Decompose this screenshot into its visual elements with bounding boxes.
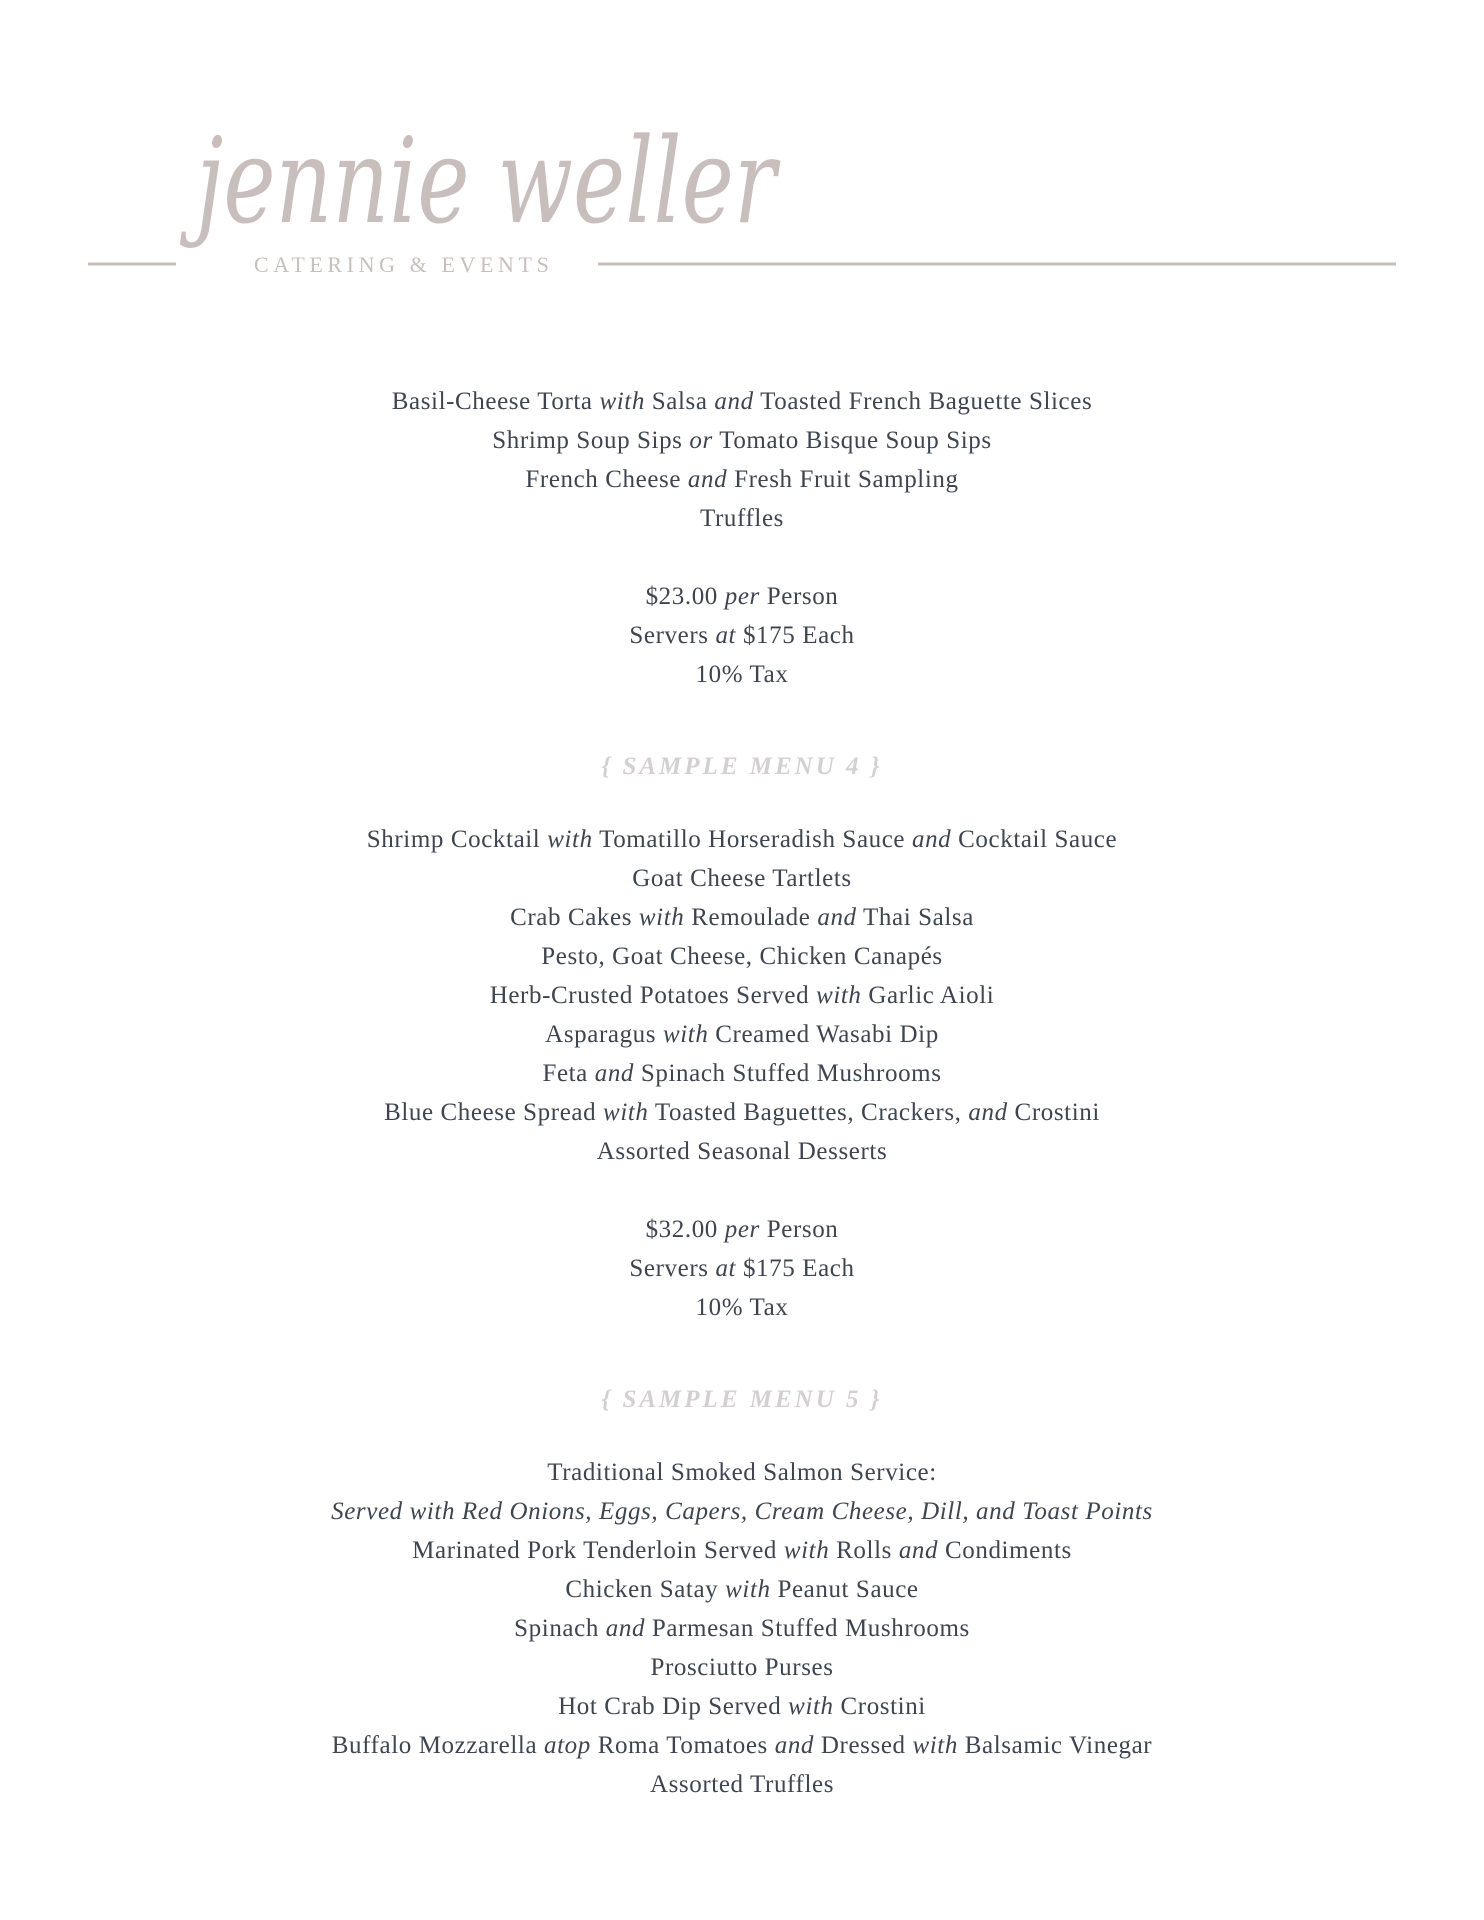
italic-connector: and bbox=[968, 1099, 1008, 1126]
menu4-items bbox=[0, 820, 1484, 1171]
header bbox=[0, 0, 1484, 330]
menu-text: Roma Tomatoes bbox=[590, 1732, 775, 1759]
menu-text: Toasted French Baguette Slices bbox=[753, 388, 1093, 415]
menu-text: Assorted Truffles bbox=[649, 1771, 835, 1798]
menu-line bbox=[0, 1249, 1484, 1288]
italic-connector: with bbox=[547, 826, 593, 853]
menu-line bbox=[0, 1687, 1484, 1726]
italic-connector: with bbox=[788, 1693, 834, 1720]
italic-connector: Served with Red Onions, Eggs, Capers, Cream Cheese, Dill, and Toast Points bbox=[331, 1498, 1153, 1525]
menu-text: Goat Cheese Tartlets bbox=[632, 865, 852, 892]
menu-text: 10% Tax bbox=[695, 661, 789, 688]
menu-line bbox=[0, 1765, 1484, 1804]
menu-text: Condiments bbox=[938, 1537, 1072, 1564]
menu5-title: { SAMPLE MENU 5 } bbox=[601, 1386, 883, 1413]
menu5-items bbox=[0, 1453, 1484, 1804]
italic-connector: with bbox=[662, 1021, 709, 1048]
italic-connector: and bbox=[594, 1060, 635, 1087]
menu-line bbox=[0, 1054, 1484, 1093]
menu-line bbox=[0, 382, 1484, 421]
italic-connector: and bbox=[911, 826, 952, 853]
menu-text: $32.00 bbox=[645, 1216, 725, 1243]
italic-connector: and bbox=[817, 904, 857, 931]
menu-text: Prosciutto Purses bbox=[650, 1654, 834, 1681]
menu-line bbox=[0, 577, 1484, 616]
menu-line bbox=[0, 937, 1484, 976]
menu-text: Spinach bbox=[514, 1615, 606, 1642]
menu-text: Servers bbox=[629, 622, 716, 649]
menu3-pricing bbox=[0, 577, 1484, 694]
menu-line bbox=[0, 1726, 1484, 1765]
italic-connector: and bbox=[687, 466, 728, 493]
menu-text: Salsa bbox=[644, 388, 715, 415]
menu-text: Tomatillo Horseradish Sauce bbox=[592, 826, 912, 853]
italic-connector: and bbox=[714, 388, 754, 415]
menu-line bbox=[0, 976, 1484, 1015]
menu-text: $175 Each bbox=[736, 622, 855, 649]
italic-connector: with bbox=[912, 1732, 958, 1759]
menu-text: Toasted Baguettes, Crackers, bbox=[648, 1099, 969, 1126]
menu4-title: { SAMPLE MENU 4 } bbox=[601, 753, 883, 780]
menu-line bbox=[0, 616, 1484, 655]
italic-connector: at bbox=[715, 1255, 737, 1282]
menu-text: Crostini bbox=[1007, 1099, 1100, 1126]
menu-line bbox=[0, 1609, 1484, 1648]
menu-text: Crostini bbox=[833, 1693, 926, 1720]
menu-line bbox=[0, 859, 1484, 898]
italic-connector: and bbox=[898, 1537, 939, 1564]
menu-text: Herb-Crusted Potatoes Served bbox=[489, 982, 817, 1009]
menu-text: Rolls bbox=[829, 1537, 899, 1564]
italic-connector: atop bbox=[544, 1732, 591, 1759]
menu-line bbox=[0, 1093, 1484, 1132]
menu-line bbox=[0, 460, 1484, 499]
italic-connector: and bbox=[774, 1732, 815, 1759]
menu-text: $175 Each bbox=[736, 1255, 855, 1282]
menu-line bbox=[0, 421, 1484, 460]
menu-text: Pesto, Goat Cheese, Chicken Canapés bbox=[541, 943, 943, 970]
menu-text: Person bbox=[759, 1216, 839, 1243]
brand-script-name: jennie weller bbox=[179, 112, 781, 250]
menu-content bbox=[0, 382, 1484, 1804]
menu-line bbox=[0, 1453, 1484, 1492]
italic-connector: or bbox=[689, 427, 713, 454]
italic-connector: with bbox=[603, 1099, 649, 1126]
menu-text: Shrimp Cocktail bbox=[366, 826, 548, 853]
menu-text: Parmesan Stuffed Mushrooms bbox=[645, 1615, 970, 1642]
italic-connector: with bbox=[725, 1576, 771, 1603]
menu-text: Buffalo Mozzarella bbox=[331, 1732, 544, 1759]
menu-text: Spinach Stuffed Mushrooms bbox=[634, 1060, 942, 1087]
menu-line bbox=[0, 1132, 1484, 1171]
menu-text: Hot Crab Dip Served bbox=[558, 1693, 789, 1720]
menu-text: Servers bbox=[629, 1255, 716, 1282]
menu-text: Cocktail Sauce bbox=[951, 826, 1118, 853]
italic-connector: per bbox=[724, 1216, 760, 1243]
menu-text: 10% Tax bbox=[695, 1294, 789, 1321]
menu-text: Crab Cakes bbox=[510, 904, 639, 931]
menu-text: Traditional Smoked Salmon Service: bbox=[547, 1459, 937, 1486]
menu-text: Feta bbox=[542, 1060, 595, 1087]
italic-connector: per bbox=[724, 583, 760, 610]
italic-connector: with bbox=[816, 982, 862, 1009]
menu-text: Fresh Fruit Sampling bbox=[727, 466, 959, 493]
menu-text: Thai Salsa bbox=[856, 904, 974, 931]
menu-line bbox=[0, 820, 1484, 859]
menu-line bbox=[0, 1210, 1484, 1249]
menu-text: $23.00 bbox=[645, 583, 725, 610]
italic-connector: with bbox=[783, 1537, 830, 1564]
italic-connector: with bbox=[638, 904, 685, 931]
menu-text: Chicken Satay bbox=[565, 1576, 726, 1603]
menu-text: Marinated Pork Tenderloin Served bbox=[412, 1537, 784, 1564]
menu-text: Balsamic Vinegar bbox=[957, 1732, 1153, 1759]
menu-text: Remoulade bbox=[684, 904, 818, 931]
menu-line bbox=[0, 1288, 1484, 1327]
logo bbox=[0, 0, 1484, 330]
menu3-items bbox=[0, 382, 1484, 538]
menu-text: Assorted Seasonal Desserts bbox=[596, 1138, 888, 1165]
menu-text: Blue Cheese Spread bbox=[384, 1099, 604, 1126]
italic-connector: and bbox=[605, 1615, 646, 1642]
italic-connector: with bbox=[599, 388, 645, 415]
brand-tagline: CATERING & EVENTS bbox=[254, 252, 554, 277]
menu-line bbox=[0, 1531, 1484, 1570]
menu-text: Basil-Cheese Torta bbox=[391, 388, 600, 415]
menu-line bbox=[0, 1492, 1484, 1531]
menu-line bbox=[0, 655, 1484, 694]
menu-line bbox=[0, 499, 1484, 538]
menu-text: Garlic Aioli bbox=[861, 982, 995, 1009]
menu-text: Tomato Bisque Soup Sips bbox=[712, 427, 992, 454]
menu-line bbox=[0, 1570, 1484, 1609]
menu-text: Dressed bbox=[814, 1732, 913, 1759]
menu-text: Truffles bbox=[700, 505, 784, 532]
menu-text: Shrimp Soup Sips bbox=[492, 427, 690, 454]
menu-text: Peanut Sauce bbox=[770, 1576, 919, 1603]
menu-text: Person bbox=[759, 583, 839, 610]
menu-line bbox=[0, 1648, 1484, 1687]
menu-text: Asparagus bbox=[545, 1021, 663, 1048]
menu-text: Creamed Wasabi Dip bbox=[708, 1021, 939, 1048]
menu-line bbox=[0, 1015, 1484, 1054]
menu4-pricing bbox=[0, 1210, 1484, 1327]
menu-text: French Cheese bbox=[525, 466, 688, 493]
menu-line bbox=[0, 898, 1484, 937]
italic-connector: at bbox=[715, 622, 737, 649]
